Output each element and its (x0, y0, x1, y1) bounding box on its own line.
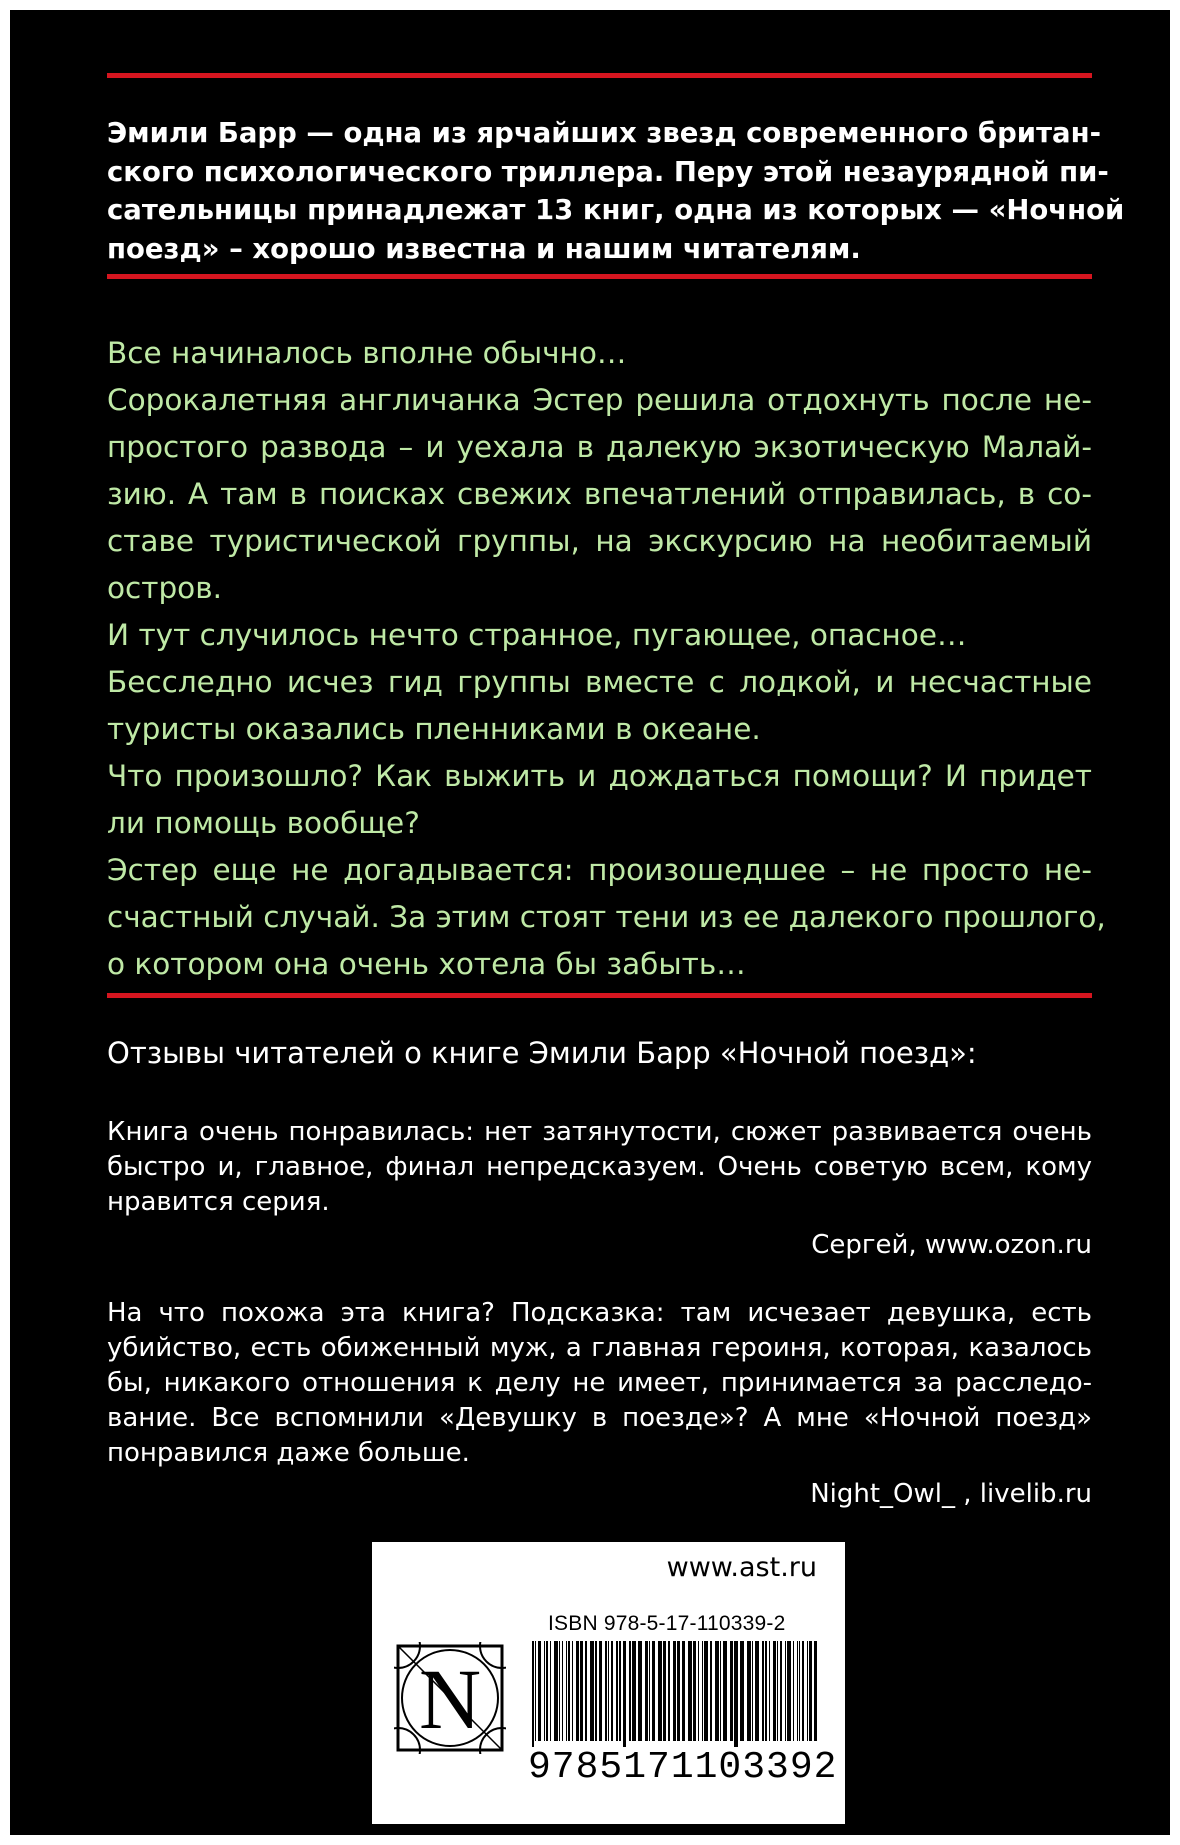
barcode-bar (802, 1641, 804, 1741)
synopsis-line: Бесследно исчез гид группы вместе с лодкой, и несчастные (107, 665, 1092, 699)
barcode-bar (668, 1641, 670, 1741)
reviews-heading: Отзывы читателей о книге Эмили Барр «Ночной поезд»: (107, 1036, 977, 1070)
review-2 (107, 1296, 1092, 1512)
barcode-bar (677, 1641, 680, 1741)
review-line: убийство, есть обиженный муж, а главная героиня, которая, казалось (107, 1333, 1092, 1363)
barcode-bar (752, 1641, 753, 1741)
barcode-bar (590, 1641, 594, 1741)
barcode-bar (595, 1641, 597, 1741)
barcode-bar (616, 1641, 618, 1741)
synopsis-line: ставе туристической группы, на экскурсию на необитаемый (107, 524, 1092, 558)
barcode-bar (611, 1641, 613, 1741)
logo-letter: N (418, 1651, 482, 1747)
intro-line: сательницы принадлежат 13 книг, одна из которых — «Ночной (107, 194, 1125, 226)
red-divider-3 (107, 993, 1092, 998)
barcode-bar (562, 1641, 563, 1741)
barcode-bar (698, 1641, 699, 1741)
barcode-bar (554, 1641, 558, 1741)
review-1 (107, 1115, 1092, 1263)
synopsis-line: Что произошло? Как выжить и дождаться помощи? И придет (107, 759, 1092, 793)
review-line: вание. Все вспомнили «Девушку в поезде»? А мне «Ночной поезд» (107, 1403, 1092, 1433)
barcode-bar (645, 1641, 648, 1741)
barcode-bar (649, 1641, 650, 1741)
barcode-bar (780, 1641, 782, 1741)
barcode-bar (629, 1641, 631, 1741)
review-line: нравится серия. (107, 1187, 330, 1217)
barcode-bar (797, 1641, 798, 1741)
barcode-bar (730, 1641, 733, 1741)
barcode-bar (546, 1641, 548, 1741)
barcode-bar (535, 1641, 536, 1741)
barcode-bar (740, 1641, 744, 1741)
barcode-bar (559, 1641, 560, 1741)
barcode-bar (599, 1641, 602, 1741)
barcode-bar (773, 1641, 776, 1741)
synopsis-line: простого развода – и уехала в далекую экзотическую Малай- (107, 430, 1092, 464)
synopsis-line: зию. А там в поисках свежих впечатлений отправилась, в со- (107, 477, 1092, 511)
barcode-bar (715, 1641, 719, 1741)
synopsis-line: счастный случай. За этим стоят тени из ее далекого прошлого, (107, 900, 1106, 934)
intro-line: поезд» – хорошо известна и нашим читателям. (107, 232, 861, 265)
barcode-bar (704, 1641, 708, 1741)
barcode-bar (663, 1641, 666, 1741)
barcode-bar (682, 1641, 685, 1741)
ean-digits: 9785171103392 (528, 1746, 838, 1789)
barcode-bar (807, 1641, 808, 1741)
barcode-bar (576, 1641, 579, 1741)
synopsis-line: ли помощь вообще? (107, 806, 420, 840)
barcode-bar (538, 1641, 541, 1741)
barcode-bar (619, 1641, 621, 1741)
barcode-bar (572, 1641, 573, 1741)
red-divider-2 (107, 274, 1092, 279)
barcode-bar (809, 1641, 812, 1741)
barcode-panel (372, 1542, 845, 1824)
synopsis-line: Эстер еще не догадывается: произошедшее – не просто не- (107, 853, 1092, 887)
synopsis-line: Сорокалетняя англичанка Эстер решила отдохнуть после не- (107, 383, 1092, 417)
review-line: быстро и, главное, финал непредсказуем. Очень советую всем, кому (107, 1152, 1092, 1182)
barcode-bar (652, 1641, 655, 1741)
barcode-bar (787, 1641, 791, 1741)
barcode-bar (723, 1641, 727, 1741)
barcode-bar (747, 1641, 751, 1741)
review-author: Сергей, www.ozon.ru (811, 1230, 1092, 1260)
barcode-bar (702, 1641, 703, 1741)
barcode-bar (720, 1641, 721, 1741)
book-back-cover (10, 10, 1170, 1835)
author-intro (107, 114, 1125, 268)
synopsis-line: остров. (107, 571, 222, 605)
barcode-bar (566, 1641, 567, 1741)
synopsis-line: туристы оказались пленниками в океане. (107, 712, 761, 746)
barcode-bar (814, 1641, 817, 1741)
barcode-bar (755, 1641, 759, 1741)
intro-line: ского психологического триллера. Перу этой незаурядной пи- (107, 155, 1109, 188)
barcode-bar (762, 1641, 764, 1741)
barcode-bar (793, 1641, 794, 1741)
review-line: понравился даже больше. (107, 1438, 470, 1468)
barcode-bar (765, 1641, 767, 1741)
barcode-bar (550, 1641, 551, 1741)
isbn-label: ISBN 978-5-17-110339-2 (548, 1612, 786, 1635)
barcode-bar (688, 1641, 692, 1741)
review-line: бы, никакого отношения к делу не имеет, принимается за расследо- (107, 1368, 1092, 1398)
barcode-bar (710, 1641, 712, 1741)
barcode-bar (605, 1641, 607, 1741)
barcode-bar (693, 1641, 696, 1741)
barcode-bar (785, 1641, 786, 1741)
barcode-bar (673, 1641, 676, 1741)
review-line: Книга очень понравилась: нет затянутости, сюжет развивается очень (107, 1117, 1092, 1147)
barcode-bar (799, 1641, 800, 1741)
synopsis-line: Все начиналось вполне обычно… (107, 336, 627, 370)
barcode-bar (638, 1641, 642, 1741)
red-divider-top (107, 73, 1092, 78)
barcode-bar (632, 1641, 636, 1741)
intro-line: Эмили Барр — одна из ярчайших звезд современного британ- (107, 117, 1101, 149)
barcode-bar (734, 1641, 738, 1747)
barcode-bars (530, 1641, 822, 1747)
publisher-logo-icon (394, 1642, 506, 1754)
barcode-bar (532, 1641, 534, 1747)
barcode-bar (777, 1641, 778, 1741)
barcode-bar (544, 1641, 545, 1741)
synopsis (107, 330, 1106, 988)
barcode-bar (658, 1641, 662, 1741)
barcode-bar (623, 1641, 626, 1747)
barcode-bar (608, 1641, 609, 1741)
publisher-website: www.ast.ru (666, 1552, 817, 1583)
barcode-bar (585, 1641, 587, 1741)
synopsis-line: И тут случилось нечто странное, пугающее, опасное… (107, 618, 967, 652)
review-line: На что похожа эта книга? Подсказка: там исчезает девушка, есть (107, 1298, 1092, 1328)
barcode-bar (568, 1641, 570, 1741)
review-author: Night_Owl_ , livelib.ru (810, 1479, 1092, 1509)
barcode-bar (580, 1641, 583, 1741)
barcode-bar (769, 1641, 770, 1741)
synopsis-line: о котором она очень хотела бы забыть… (107, 947, 746, 981)
